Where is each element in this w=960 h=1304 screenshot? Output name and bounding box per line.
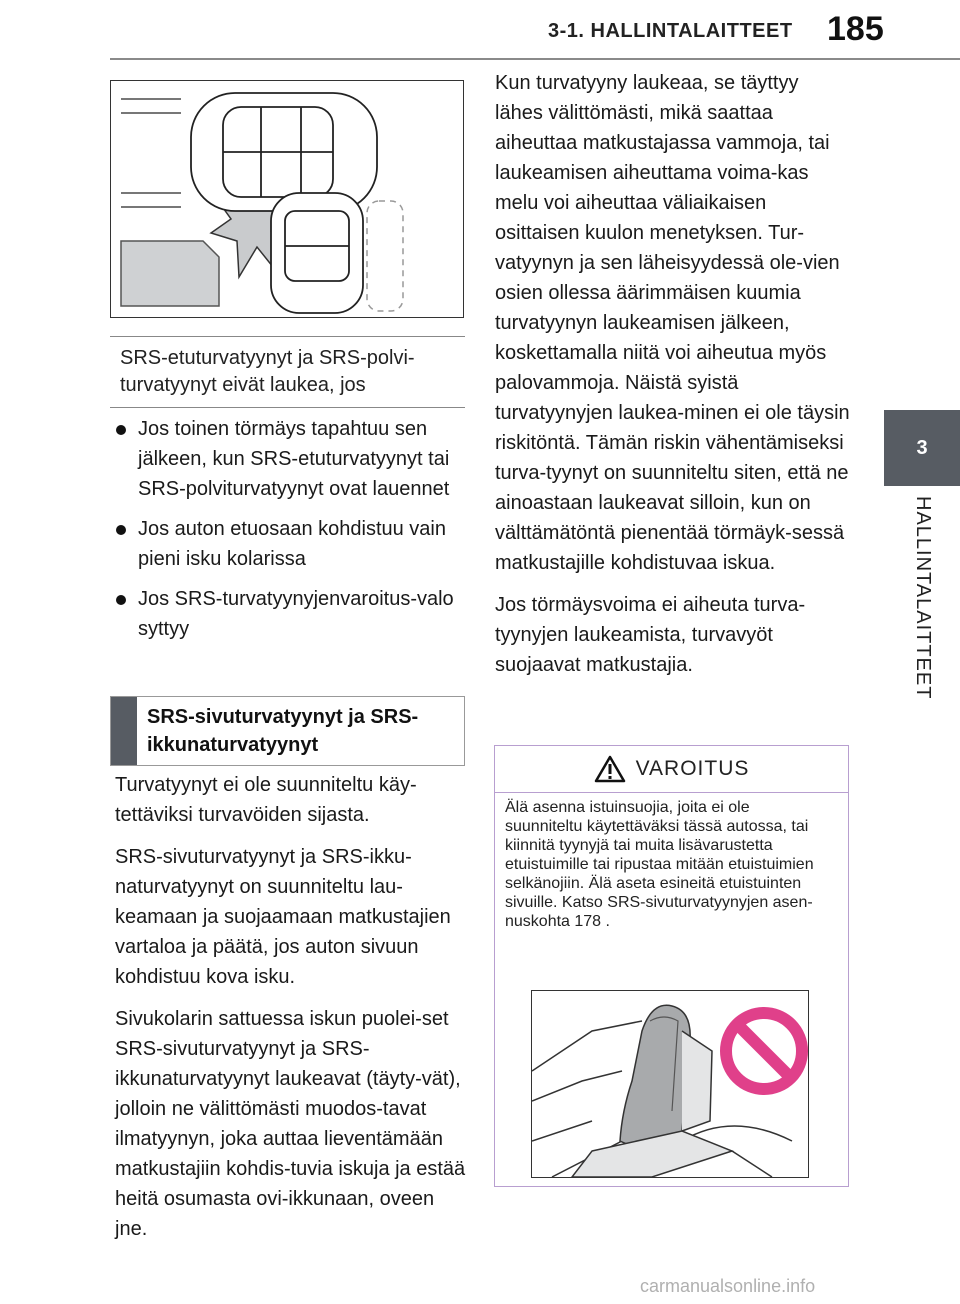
paragraph: Kun turvatyyny laukeaa, se täyttyy lähes välittömästi, mikä saattaa aiheuttaa matkustajassa vammoja, tai laukeamisen aiheuttama voima-kas melu voi aiheuttaa väliaikaisen osittaisen kuulon menetyksen. Tur-vatyynyn ja sen läheisyydessä ole-vien osien ollessa äärimmäisen kuumia turvatyynyn laukeamisen jälkeen, koskettamalla niitä voi aiheutua myös palovammoja. Näistä syistä turvatyynyjen laukea-minen ei ole täysin riskitöntä. Tämän riskin vähentämiseksi turva-tyynyt on suunniteltu siten, että ne ainoastaan laukeavat silloin, kun on välttämätöntä pienentää törmäyk-sessä matkustajille kohdistuvaa iskua.	[495, 72, 850, 574]
left-body-text	[115, 770, 470, 1256]
paragraph: Sivukolarin sattuessa iskun puolei-set SRS-sivuturvatyynyt ja SRS-ikkunaturvatyynyt laukeavat (täyty-vät), jolloin ne välittömästi muodos-tavat ilmatyynyn, joka auttaa lieventämään matkustajiin kohdis-tuvia iskuja ja estää heitä osumasta ovi-ikkunaan, oveen jne.	[115, 1008, 466, 1240]
section-title: 3-1. HALLINTALAITTEET	[548, 20, 793, 42]
page-number: 185	[827, 10, 884, 48]
chapter-tab[interactable]	[884, 410, 960, 486]
list-item-text: Jos auton etuosaan kohdistuu vain pieni isku kolarissa	[138, 518, 446, 570]
side-collision-illustration	[110, 80, 464, 318]
conditions-list	[110, 414, 470, 654]
paragraph: SRS-sivuturvatyynyt ja SRS-ikku-naturvatyynyt on suunniteltu lau-keamaan ja suojaamaan matkustajien vartaloa ja päätä, jos auton sivuun kohdistuu kova isku.	[115, 846, 451, 988]
list-item	[110, 414, 470, 504]
right-body-text	[495, 68, 850, 692]
list-item-text: Jos SRS-turvatyynyjenvaroitus-valo syttyy	[138, 588, 454, 640]
list-item	[110, 514, 470, 574]
side-airbag-heading	[110, 696, 465, 766]
list-item-text: Jos toinen törmäys tapahtuu sen jälkeen, kun SRS-etuturvatyynyt tai SRS-polviturvatyynyt ovat lauennet	[138, 418, 450, 500]
seat-cover-drawing	[532, 991, 808, 1177]
side-collision-drawing	[111, 81, 463, 317]
warning-triangle-icon	[594, 755, 626, 783]
chapter-side-label: HALLINTALAITTEET	[912, 496, 934, 700]
heading-accent-bar	[111, 697, 137, 765]
bullet-icon	[116, 525, 126, 535]
paragraph: Turvatyynyt ei ole suunniteltu käy-tettäviksi turvavöiden sijasta.	[115, 774, 417, 826]
list-item	[110, 584, 470, 644]
paragraph: Jos törmäysvoima ei aiheuta turva-tyynyjen laukeamista, turvavyöt suojaavat matkustajia.	[495, 594, 806, 676]
bullet-icon	[116, 425, 126, 435]
warning-header	[495, 746, 848, 792]
chapter-tab-number: 3	[916, 436, 928, 459]
side-airbag-heading-title: SRS-sivuturvatyynyt ja SRS-ikkunaturvatyynyt	[147, 706, 419, 756]
warning-title: VAROITUS	[635, 757, 750, 780]
warning-box	[494, 745, 849, 1187]
prohibition-icon	[726, 1013, 802, 1089]
bullet-icon	[116, 595, 126, 605]
deployment-conditions-box	[110, 336, 465, 408]
deployment-conditions-text: SRS-etuturvatyynyt ja SRS-polvi-turvatyynyt eivät laukea, jos	[120, 347, 415, 396]
seat-cover-prohibition-illustration	[531, 990, 809, 1178]
warning-text: Älä asenna istuinsuojia, joita ei ole suunniteltu käytettäväksi tässä autossa, tai kiinnitä tyynyjä tai muita lisävarustetta etuistuimille tai ripustaa mitään etuistuimien selkänojiin. Älä aseta esineitä etuistuinten sivuille. Katso SRS-sivuturvatyynyjen asen-nuskohta 178 .	[505, 799, 814, 930]
watermark: carmanualsonline.info	[640, 1276, 816, 1296]
header-divider	[110, 58, 960, 60]
warning-divider	[495, 792, 848, 793]
